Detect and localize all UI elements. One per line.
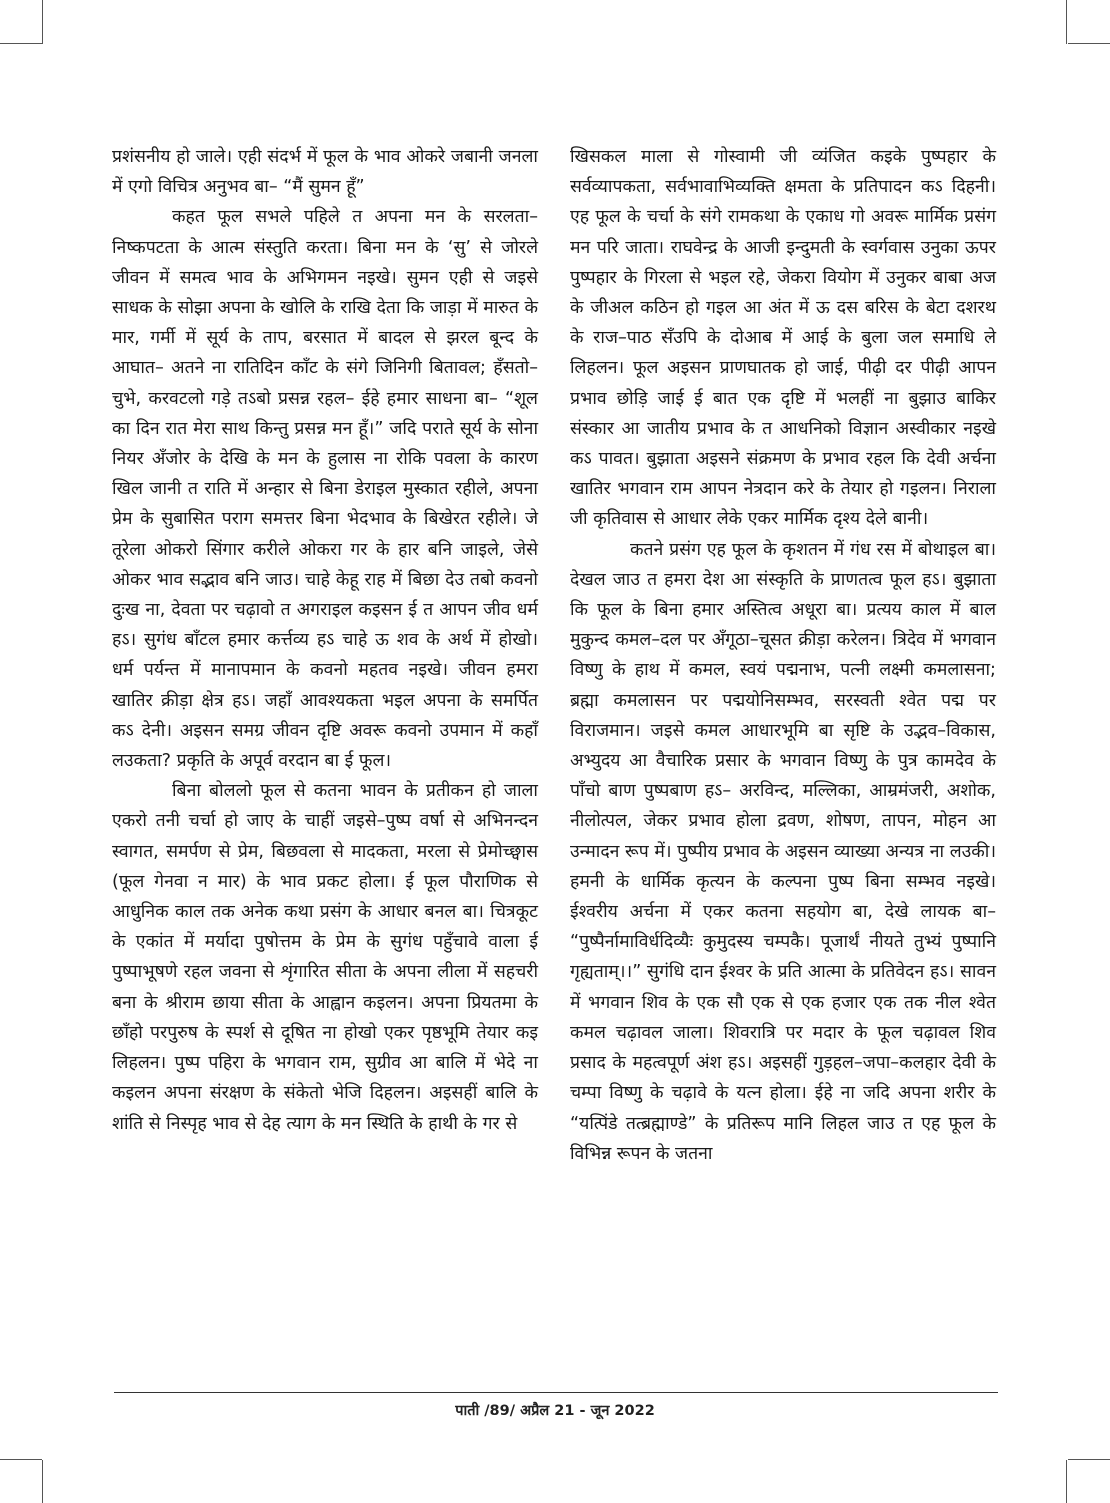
left-paragraph-1: प्रशंसनीय हो जाले। एही संदर्भ में फूल के भाव ओकरे जबानी जनला में एगो विचित्र अनुभव बा– “मैं सुमन हूँ” (112, 147, 538, 198)
right-paragraph-1: खिसकल माला से गोस्वामी जी व्यंजित कइके पुष्पहार के सर्वव्यापकता, सर्वभावाभिव्यक्ति क्षमता के प्रतिपादन कऽ दिहनी। एह फूल के चर्चा के संगे रामकथा के एकाध गो अवरू मार्मिक प्रसंग मन परि जाता। राघवेन्द्र के आजी इन्दुमती के स्वर्गवास उनुका ऊपर पुष्पहार के गिरला से भइल रहे, जेकरा वियोग में उनुकर बाबा अज के जीअल कठिन हो गइल आ अंत में ऊ दस बरिस के बेटा दशरथ के राज–पाठ सँउपि के दोआब में आई के बुला जल समाधि ले लिहलन। फूल अइसन प्राणघातक हो जाई, पीढ़ी दर पीढ़ी आपन प्रभाव छोड़ि जाई ई बात एक दृष्टि में भलहीं ना बुझाउ बाकिर संस्कार आ जातीय प्रभाव के त आधनिको विज्ञान अस्वीकार नइखे कऽ पावत। बुझाता अइसने संक्रमण के प्रभाव रहल कि देवी अर्चना खातिर भगवान राम आपन नेत्रदान करे के तेयार हो गइलन। निराला जी कृतिवास से आधार लेके एकर मार्मिक दृश्य देले बानी। (570, 147, 997, 530)
left-paragraph-2: कहत फूल सभले पहिले त अपना मन के सरलता–निष्कपटता के आत्म संस्तुति करता। बिना मन के ‘सु’ से जोरले जीवन में समत्व भाव के अभिगमन नइखे। सुमन एही से जइसे साधक के सोझा अपना के खोलि के राखि देता कि जाड़ा में मारुत के मार, गर्मी में सूर्य के ताप, बरसात में बादल से झरल बून्द के आघात– अतने ना रातिदिन काँट के संगे जिनिगी बितावल; हँसतो–चुभे, करवटलो गड़े तऽबो प्रसन्न रहल– ईहे हमार साधना बा– “शूल का दिन रात मेरा साथ किन्तु प्रसन्न मन हूँ।” जदि पराते सूर्य के सोना नियर अँजोर के देखि के मन के हुलास ना रोकि पवला के कारण खिल जानी त राति में अन्हार से बिना डेराइल मुस्कात रहीले, अपना प्रेम के सुबासित पराग समत्तर बिना भेदभाव के बिखेरत रहीले। जे तूरेला ओकरो सिंगार करीले ओकरा गर के हार बनि जाइले, जेसे ओकर भाव सद्भाव बनि जाउ। चाहे केहू राह में बिछा देउ तबो कवनो दुःख ना, देवता पर चढ़ावो त अगराइल कइसन ई त आपन जीव धर्म हऽ। सुगंध बाँटल हमार कर्त्तव्य हऽ चाहे ऊ शव के अर्थ में होखो। धर्म पर्यन्त में मानापमान के कवनो महतव नइखे। जीवन हमरा खातिर क्रीड़ा क्षेत्र हऽ। जहाँ आवश्यकता भइल अपना के समर्पित कऽ देनी। अइसन समग्र जीवन दृष्टि अवरू कवनो उपमान में कहाँ लउकता? प्रकृति के अपूर्व वरदान बा ई फूल। (112, 207, 538, 772)
page-footer: पाती /89/ अप्रैल 21 - जून 2022 (455, 1403, 655, 1419)
left-paragraph-3: बिना बोललो फूल से कतना भावन के प्रतीकन हो जाला एकरो तनी चर्चा हो जाए के चाहीं जइसे–पुष्प वर्षा से अभिनन्दन स्वागत, समर्पण से प्रेम, बिछवला से मादकता, मरला से प्रेमोच्छ्वास (फूल गेनवा न मार) के भाव प्रकट होला। ई फूल पौराणिक से आधुनिक काल तक अनेक कथा प्रसंग के आधार बनल बा। चित्रकूट के एकांत में मर्यादा पुषोत्तम के प्रेम के सुगंध पहुँचावे वाला ई पुष्पाभूषणे रहल जवना से शृंगारित सीता के अपना लीला में सहचरी बना के श्रीराम छाया सीता के आह्वान कइलन। अपना प्रियतमा के छाँहो परपुरुष के स्पर्श से दूषित ना होखो एकर पृष्ठभूमि तेयार कइ लिहलन। पुष्प पहिरा के भगवान राम, सुग्रीव आ बालि में भेदे ना कइलन अपना संरक्षण के संकेतो भेजि दिहलन। अइसहीं बालि के शांति से निस्पृह भाव से देह त्याग के मन स्थिति के हाथी के गर से (112, 781, 538, 1134)
right-paragraph-2: कतने प्रसंग एह फूल के कृशतन में गंध रस में बोथाइल बा। देखल जाउ त हमरा देश आ संस्कृति के प्राणतत्व फूल हऽ। बुझाता कि फूल के बिना हमार अस्तित्व अधूरा बा। प्रत्यय काल में बाल मुकुन्द कमल–दल पर अँगूठा–चूसत क्रीड़ा करेलन। त्रिदेव में भगवान विष्णु के हाथ में कमल, स्वयं पद्मनाभ, पत्नी लक्ष्मी कमलासना; ब्रह्मा कमलासन पर पद्मयोनिसम्भव, सरस्वती श्वेत पद्म पर विराजमान। जइसे कमल आधारभूमि बा सृष्टि के उद्भव–विकास, अभ्युदय आ वैचारिक प्रसार के भगवान विष्णु के पुत्र कामदेव के पाँचो बाण पुष्पबाण हऽ– अरविन्द, मल्लिका, आम्रमंजरी, अशोक, नीलोत्पल, जेकर प्रभाव होला द्रवण, शोषण, तापन, मोहन आ उन्मादन रूप में। पुष्पीय प्रभाव के अइसन व्याख्या अन्यत्र ना लउकी। हमनी के धार्मिक कृत्यन के कल्पना पुष्प बिना सम्भव नइखे। ईश्वरीय अर्चना में एकर कतना सहयोग बा, देखे लायक बा– “पुष्पैर्नामाविर्धदिव्यैः कुमुदस्य चम्पकै। पूजार्थं नीयते तुभ्यं पुष्पानि गृह्यताम्।।” सुगंधि दान ईश्वर के प्रति आत्मा के प्रतिवेदन हऽ। सावन में भगवान शिव के एक सौ एक से एक हजार एक तक नील श्वेत कमल चढ़ावल जाला। शिवरात्रि पर मदार के फूल चढ़ावल शिव प्रसाद के महत्वपूर्ण अंश हऽ। अइसहीं गुड़हल–जपा–कलहार देवी के चम्पा विष्णु के चढ़ावे के यत्न होला। ईहे ना जदि अपना शरीर के “यत्पिंडे तत्ब्रह्माण्डे” के प्रतिरूप मानि लिहल जाउ त एह फूल के विभिन्न रूपन के जतना (570, 539, 996, 1164)
crop-mark-top-left (42, 0, 43, 44)
right-column (570, 142, 996, 1169)
crop-mark-top-left-h (0, 43, 42, 44)
crop-mark-bottom-right (1066, 1460, 1067, 1503)
left-column (112, 142, 538, 1139)
crop-mark-bottom-right-h (1068, 1459, 1110, 1460)
crop-mark-bottom-left-h (0, 1459, 42, 1460)
crop-mark-top-right (1066, 0, 1067, 44)
crop-mark-bottom-left (42, 1460, 43, 1503)
footer-divider (114, 1392, 998, 1393)
crop-mark-top-right-h (1068, 43, 1110, 44)
